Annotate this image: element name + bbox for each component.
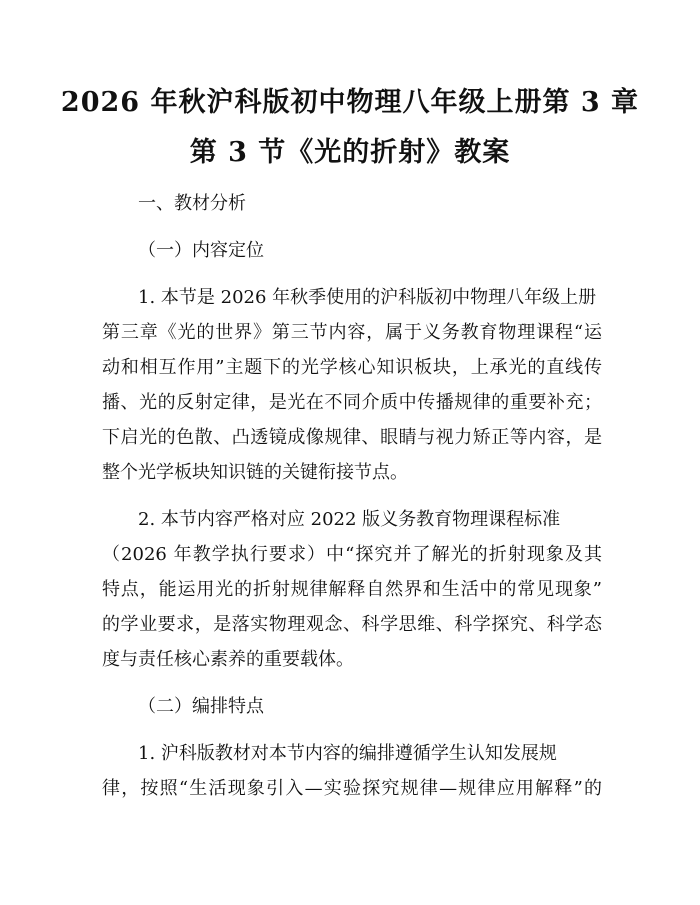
paragraph (102, 502, 602, 677)
paragraph-line: 整个光学板块知识链的关键衔接节点。 (102, 462, 408, 483)
paragraph-line: 2. 本节内容严格对应 2022 版义务教育物理课程标准 (138, 509, 561, 530)
paragraph-line: 1. 沪科版教材对本节内容的编排遵循学生认知发展规 (138, 743, 557, 764)
title-line: 第 3 节《光的折射》教案 (189, 137, 511, 168)
paragraph-line: 特点，能运用光的折射规律解释自然界和生活中的常见现象” (102, 579, 602, 600)
title-line: 2026 年秋沪科版初中物理八年级上册第 3 章 (60, 87, 640, 118)
subsection-heading: （二）编排特点 (138, 696, 264, 717)
paragraph-line: 度与责任核心素养的重要载体。 (102, 649, 354, 670)
paragraph-line: 动和相互作用”主题下的光学核心知识板块，上承光的直线传 (102, 357, 602, 378)
paragraph-line: 播、光的反射定律，是光在不同介质中传播规律的重要补充； (102, 392, 602, 413)
paragraph-line: 下启光的色散、凸透镜成像规律、眼睛与视力矫正等内容，是 (102, 427, 602, 448)
paragraph-line: 律，按照“生活现象引入—实验探究规律—规律应用解释”的 (102, 778, 602, 799)
paragraph (102, 280, 602, 490)
paragraph-line: 的学业要求，是落实物理观念、科学思维、科学探究、科学态 (102, 614, 602, 635)
paragraph-line: （2026 年教学执行要求）中“探究并了解光的折射现象及其 (102, 544, 602, 565)
section-heading: 一、教材分析 (138, 193, 246, 214)
paragraph-line: 第三章《光的世界》第三节内容，属于义务教育物理课程“运 (102, 322, 602, 343)
paragraph-line: 1. 本节是 2026 年秋季使用的沪科版初中物理八年级上册 (138, 287, 597, 308)
subsection-heading: （一）内容定位 (138, 240, 264, 261)
document-title (0, 78, 700, 178)
document-body (102, 186, 602, 818)
paragraph (102, 736, 602, 806)
